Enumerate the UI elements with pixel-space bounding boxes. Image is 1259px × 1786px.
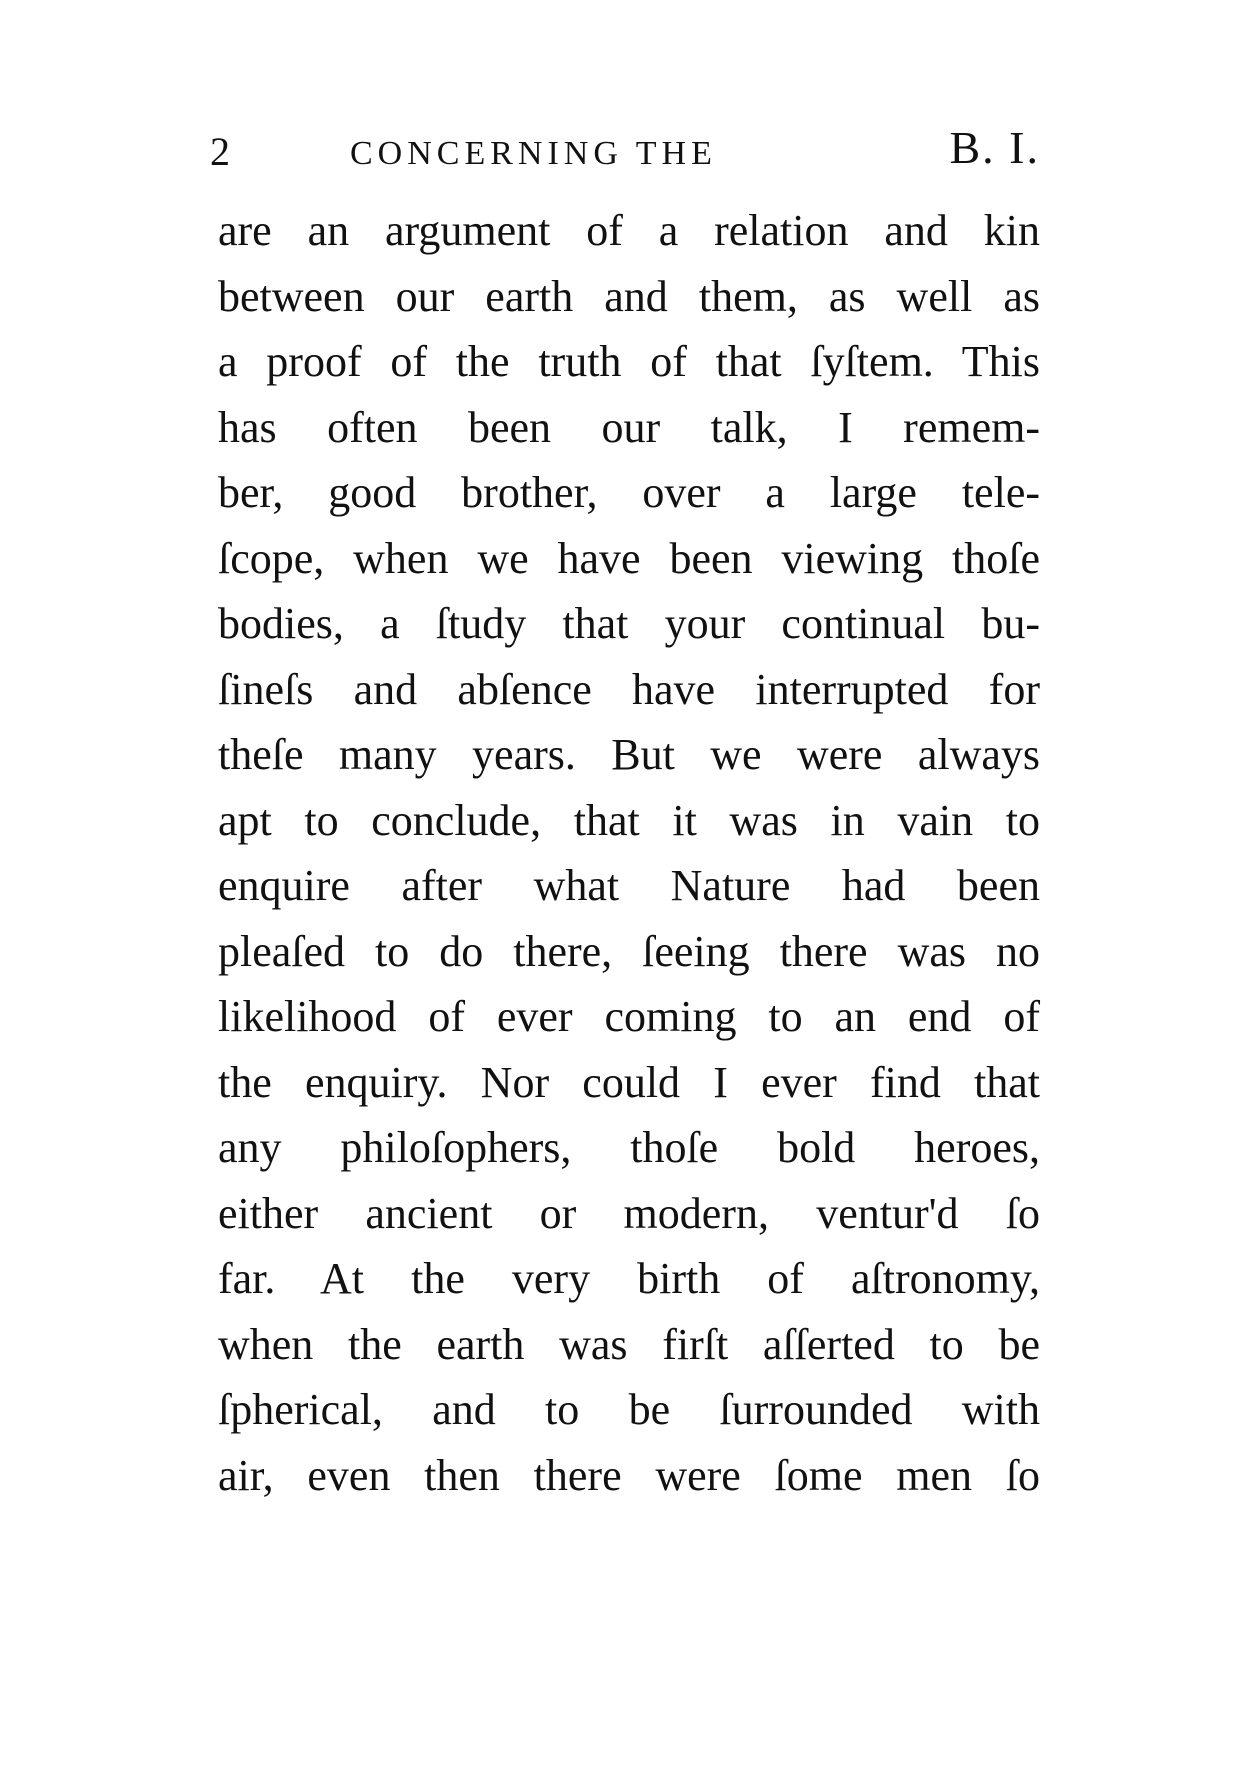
text-line: far. At the very birth of aſtronomy, bbox=[218, 1254, 1040, 1303]
text-line: pleaſed to do there, ſeeing there was no bbox=[218, 926, 1040, 976]
text-line: has often been our talk, I remem- bbox=[218, 402, 1040, 452]
text-line: bodies, a ſtudy that your continual bu- bbox=[218, 599, 1040, 648]
book-reference: B. I. bbox=[949, 122, 1040, 173]
running-title: CONCERNING THE bbox=[350, 135, 717, 172]
page-number: 2 bbox=[210, 129, 230, 174]
text-line: apt to conclude, that it was in vain to bbox=[218, 795, 1040, 845]
text-line: theſe many years. But we were always bbox=[218, 730, 1040, 779]
text-line: likelihood of ever coming to an end of bbox=[218, 992, 1040, 1041]
text-line: air, even then there were ſome men ſo bbox=[218, 1450, 1040, 1500]
text-line: ſpherical, and to be ſurrounded with bbox=[218, 1385, 1040, 1434]
text-line: ber, good brother, over a large tele- bbox=[218, 468, 1040, 517]
text-line: ſineſs and abſence have interrupted for bbox=[218, 664, 1040, 714]
text-line: the enquiry. Nor could I ever find that bbox=[218, 1057, 1040, 1107]
body-text bbox=[218, 198, 1040, 1508]
text-line: a proof of the truth of that ſyſtem. This bbox=[218, 337, 1040, 386]
running-head bbox=[210, 120, 1040, 180]
text-line: ſcope, when we have been viewing thoſe bbox=[218, 533, 1040, 583]
text-line: either ancient or modern, ventur'd ſo bbox=[218, 1188, 1040, 1238]
text-line: enquire after what Nature had been bbox=[218, 861, 1040, 910]
text-line: any philoſophers, thoſe bold heroes, bbox=[218, 1123, 1040, 1172]
text-line: when the earth was firſt aſſerted to be bbox=[218, 1319, 1040, 1369]
text-line: between our earth and them, as well as bbox=[218, 271, 1040, 321]
text-line: are an argument of a relation and kin bbox=[218, 206, 1040, 255]
